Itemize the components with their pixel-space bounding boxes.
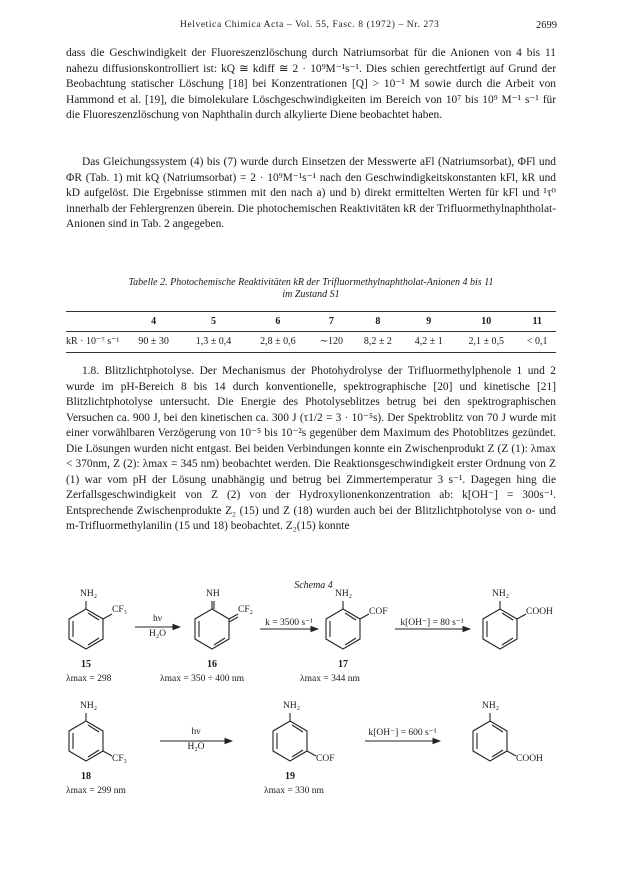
ring-product-1	[483, 601, 526, 649]
table-cell: 2,8 ± 0,6	[246, 332, 310, 353]
table-cell: 2,1 ± 0,5	[454, 332, 518, 353]
schema-title: Schema 4	[294, 580, 333, 591]
group-label-cooh: COOH	[526, 607, 553, 617]
compound-number-19: 19	[285, 771, 295, 782]
lambda-19: λmax = 330 nm	[264, 786, 324, 796]
ring-product-2	[473, 713, 516, 761]
arrow1-top-label: hν	[152, 614, 163, 624]
ring-15	[69, 601, 112, 649]
paragraph-2	[66, 155, 556, 233]
table-header-cell: 8	[353, 312, 404, 332]
lambda-18: λmax = 299 nm	[66, 786, 126, 796]
table-cell: ∼120	[310, 332, 352, 353]
table2-caption	[66, 277, 556, 301]
paragraph-1	[66, 46, 556, 124]
table2	[66, 311, 556, 353]
lambda-15: λmax = 298	[66, 674, 112, 684]
arrow1-bottom-label: H₂O	[148, 629, 167, 639]
table-cell: 1,3 ± 0,4	[181, 332, 245, 353]
table-cell: < 0,1	[518, 332, 556, 353]
arrow3-label: k[OH⁻] = 80 s⁻¹	[400, 618, 464, 628]
table-cell: 4,2 ± 1	[403, 332, 454, 353]
group-label-cooh: COOH	[516, 754, 543, 764]
table-header-cell	[66, 312, 126, 332]
table-cell: 8,2 ± 2	[353, 332, 404, 353]
ring-17	[326, 601, 369, 649]
table2-caption-line1: Tabelle 2. Photochemische Reaktivitäten kR der Trifluormethylnaphtholat-Anionen 4 bis 11	[128, 277, 494, 288]
table-header-cell: 6	[246, 312, 310, 332]
group-label-nh2: NH₂	[80, 701, 98, 711]
row-label: kR · 10⁻⁷ s⁻¹	[66, 332, 126, 353]
table-header-cell: 7	[310, 312, 352, 332]
compound-number-16: 16	[207, 659, 217, 670]
table-header-cell: 4	[126, 312, 181, 332]
arrow5-label: k[OH⁻] = 600 s⁻¹	[368, 728, 437, 738]
arrow4-top-label: hν	[191, 727, 201, 737]
lambda-16: λmax = 350 ÷ 400 nm	[160, 674, 245, 684]
table2-caption-line2: im Zustand S1	[282, 289, 340, 300]
group-label-nh2: NH₂	[335, 589, 353, 599]
table-row	[66, 332, 556, 353]
paragraph-text: dass die Geschwindigkeit der Fluoreszenzlöschung durch Natriumsorbat für die Anionen von 4 bis 11 nahezu diffusionskontrolliert ist: kQ ≅ kdiff ≅ 2 · 10⁹M⁻¹s⁻¹. Dies schien gerechtfertigt auf Grund der Beobachtung statischer Löschung [18] bei Konzentrationen [Q] > 10⁻¹ M sowie durch die Arbeit von Hammond et al. [19], die bimolekulare Löschgeschwindigkeiten im Bereich von 10⁷ bis 10⁹ M⁻¹ s⁻¹ für die Fluoreszenzlöschung von Naphthalin durch alkylierte Diene beobachtet haben.	[66, 47, 556, 121]
group-label-cf3: CF₃	[112, 754, 127, 764]
page-number: 2699	[536, 20, 557, 31]
group-label-nh2: NH₂	[482, 701, 500, 711]
compound-number-15: 15	[81, 659, 91, 670]
ring-16	[195, 601, 238, 649]
group-label-cf3: CF₃	[112, 605, 127, 615]
arrow4-bottom-label: H₂O	[187, 742, 205, 752]
group-label-nh2: NH₂	[80, 589, 98, 599]
group-label-cof: COF	[369, 607, 388, 617]
group-label-nh: NH	[206, 589, 220, 599]
table-header-cell: 11	[518, 312, 556, 332]
group-label-nh2: NH₂	[283, 701, 301, 711]
arrow2-label: k = 3500 s⁻¹	[265, 618, 313, 628]
schema4-diagram	[0, 589, 627, 889]
paragraph-text: 1.8. Blitzlichtphotolyse. Der Mechanismus der Photohydrolyse der Trifluormethylphenole 1 und 2 wurde im pH-Bereich 8 bis 14 durch konventionelle, spektrographische [20] und kinetische [21] Blitzlichtphotolyse untersucht. Die Energie des Photolyseblitzes betrug bei den spektrographischen Versuchen ca. 900 J, bei den kinetischen ca. 300 J (τ1/2 = 3 · 10⁻⁵s). Der Spektroblitz von 70 J wurde mit einer vorwählbaren Verzögerung von 10⁻⁵ bis 10⁻²s gegenüber dem Maximum des Photoblitzes gezündet. Die Lösungen wurden nicht entgast. Bei beiden Verbindungen konnte ein Zwischenprodukt Z (Z (1): λmax < 370nm, Z (2): λmax = 345 nm) beobachtet werden. Die Reaktionsgeschwindigkeit erster Ordnung von Z (1) war vom pH der Lösung unabhängig und betrug bei Zimmertemperatur 3 s⁻¹. Dagegen hing die Zerfallsgeschwindigkeit von Z (2) von der Hydroxylionenkonzentration ab: k[OH⁻] = 300s⁻¹. Entsprechende Zwischenprodukte Z₂ (15) und Z (18) wurden auch bei der Blitzlichtphotolyse von o- und m-Trifluormethylanilin (15 und 18) beobachtet. Z₂(15) konnte	[66, 365, 556, 532]
ring-18	[69, 713, 112, 761]
group-label-nh2: NH₂	[492, 589, 510, 599]
lambda-17: λmax = 344 nm	[300, 674, 360, 684]
journal-title: Helvetica Chimica Acta – Vol. 55, Fasc. 8 (1972) – Nr. 273	[180, 20, 440, 30]
paragraph-text: Das Gleichungssystem (4) bis (7) wurde durch Einsetzen der Messwerte aFl (Natriumsorbat), ΦFl und ΦR (Tab. 1) mit kQ (Natriumsorbat) = 2 · 10⁹M⁻¹s⁻¹ nach den Geschwindigkeitskonstanten kFl, kR und kD aufgelöst. Die Ergebnisse stimmen mit den nach a) und b) direkt ermittelten Werten für kFl und ¹τ⁰ innerhalb der Fehlergrenzen überein. Die photochemischen Reaktivitäten kR der Trifluormethylnaphtholat-Anionen sind in Tab. 2 angegeben.	[66, 156, 556, 230]
ring-19	[273, 713, 316, 761]
paragraph-3	[66, 364, 556, 535]
table-header-cell: 5	[181, 312, 245, 332]
compound-number-18: 18	[81, 771, 91, 782]
group-label-cof: COF	[316, 754, 335, 764]
table-header-row	[66, 312, 556, 332]
table-header-cell: 10	[454, 312, 518, 332]
group-label-cf2: CF₂	[238, 605, 253, 615]
table-cell: 90 ± 30	[126, 332, 181, 353]
table-header-cell: 9	[403, 312, 454, 332]
compound-number-17: 17	[338, 659, 348, 670]
